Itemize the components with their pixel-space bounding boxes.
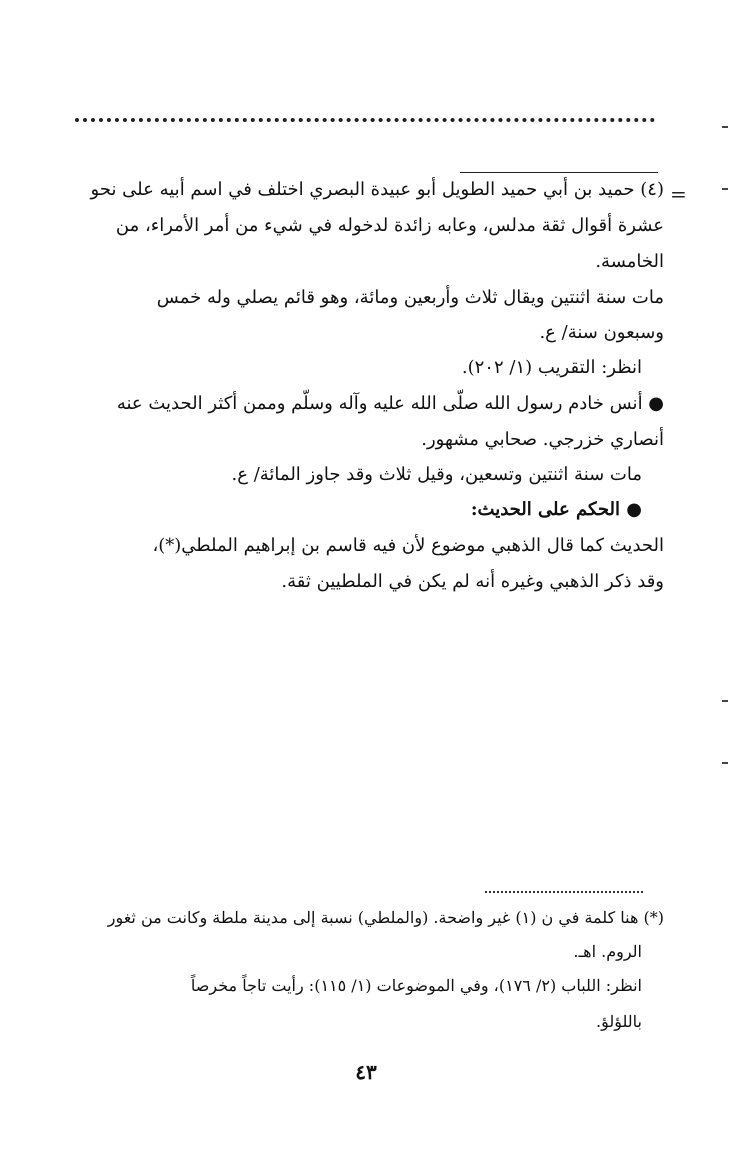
text-line: انظر: التقريب (١/ ٢٠٢). [461,357,642,378]
footnote-line: انظر: اللباب (٢/ ١٧٦)، وفي الموضوعات (١/ ١١٥): رأيت تاجاً مخرصاً [190,976,642,995]
text-line: الخامسة. [595,251,664,272]
scan-edge-mark [722,700,728,702]
text-line: عشرة أقوال ثقة مدلس، وعابه زائدة لدخوله في شيء من أمر الأمراء، من [115,215,664,236]
text-line: أنصاري خزرجي. صحابي مشهور. [421,429,664,450]
scan-edge-mark [722,188,728,190]
page-number: ٤٣ [355,1060,377,1084]
scan-edge-mark [722,762,728,764]
footnote [64,908,664,1048]
scan-edge-mark [722,126,728,128]
text-line: (٤) حميد بن أبي حميد الطويل أبو عبيدة البصري اختلف في اسم أبيه على نحو [90,179,664,200]
text-line: مات سنة اثنتين وتسعين، وقيل ثلاث وقد جاوز المائة/ ع. [231,464,642,485]
text-line: مات سنة اثنتين ويقال ثلاث وأربعين ومائة، وهو قائم يصلي وله خمس [156,287,664,308]
text-line: ● أنس خادم رسول الله صلّى الله عليه وآله وسلّم وممن أكثر الحديث عنه [116,393,664,414]
continuation-mark: = [670,182,687,206]
main-text [64,178,664,598]
footnote-line: الروم. اهـ. [573,942,642,961]
section-heading: ● الحكم على الحديث: [470,499,642,520]
top-dotted-separator [75,118,655,122]
footnote-line: باللؤلؤ. [596,1012,642,1031]
text-line: وسبعون سنة/ ع. [539,322,664,343]
footnote-line: (*) هنا كلمة في ن (١) غير واضحة. (والملطي) نسبة إلى مدينة ملطة وكانت من ثغور [107,908,664,927]
text-line: وقد ذكر الذهبي وغيره أنه لم يكن في الملطيين ثقة. [281,571,664,592]
section-rule [460,172,658,173]
text-line: الحديث كما قال الذهبي موضوع لأن فيه قاسم بن إبراهيم الملطي(*)، [152,535,664,556]
footnote-separator [485,891,643,893]
